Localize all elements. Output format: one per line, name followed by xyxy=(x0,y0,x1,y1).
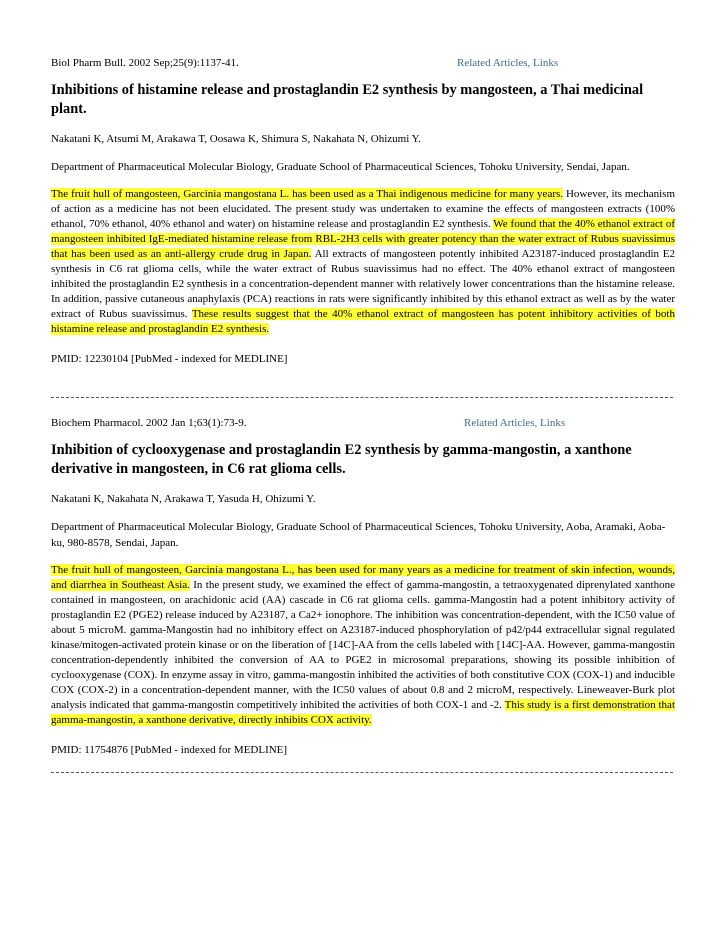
article-2 xyxy=(51,415,675,758)
abstract xyxy=(51,563,675,728)
article-title: Inhibition of cyclooxygenase and prostaglandin E2 synthesis by gamma-mangostin, a xanthone derivative in mangosteen, in C6 rat glioma cells. xyxy=(51,442,632,477)
related-articles-link[interactable]: Related Articles, Links xyxy=(457,57,559,69)
abstract xyxy=(51,187,675,337)
abstract-segment: The fruit hull of mangosteen, Garcinia mangostana L. has been used as a Thai indigenous medicine for many years. xyxy=(51,188,564,200)
related-articles-link[interactable]: Related Articles, Links xyxy=(464,417,566,429)
affiliation: Department of Pharmaceutical Molecular Biology, Graduate School of Pharmaceutical Sciences, Tohoku University, Aoba, Aramaki, Aoba-ku, 980-8578, Sendai, Japan. xyxy=(51,521,666,549)
author-list: Nakatani K, Atsumi M, Arakawa T, Oosawa K, Shimura S, Nakahata N, Ohizumi Y. xyxy=(51,133,421,145)
abstract-segment: These results suggest that the 40% ethanol extract of mangosteen has potent inhibitory activities of both histamine release and prostaglandin E2 synthesis. xyxy=(51,308,675,335)
citation-row xyxy=(51,415,675,431)
author-list: Nakatani K, Nakahata N, Arakawa T, Yasuda H, Ohizumi Y. xyxy=(51,493,316,505)
abstract-segment: All extracts of mangosteen potently inhibited A23187-induced prostaglandin E2 synthesis in C6 rat glioma cells, while the water extract of Rubus suavissimus had no effect. The 40% ethanol extract of mangosteen inhibited the prostaglandin E2 synthesis in a concentration-dependent manner with relatively lower concentrations than the histamine release. In addition, passive cutaneous anaphylaxis (PCA) reactions in rats were significantly inhibited by this ethanol extract as well as by the water extract of Rubus suavissimus. xyxy=(51,248,675,320)
pmid-line: PMID: 11754876 [PubMed - indexed for MEDLINE] xyxy=(51,744,288,756)
abstract-segment: However, its mechanism of action as a medicine has not been elucidated. The present study was undertaken to examine the effects of mangosteen extracts (100% ethanol, 70% ethanol, 40% ethanol and water) on histamine release and prostaglandin E2 synthesis. xyxy=(51,188,676,230)
journal-citation: Biochem Pharmacol. 2002 Jan 1;63(1):73-9. xyxy=(51,417,247,429)
article-1 xyxy=(51,55,675,367)
article-title: Inhibitions of histamine release and prostaglandin E2 synthesis by mangosteen, a Thai medicinal plant. xyxy=(51,82,644,117)
abstract-segment: In the present study, we examined the effect of gamma-mangostin, a tetraoxygenated diprenylated xanthone contained in mangosteen, on arachidonic acid (AA) cascade in C6 rat glioma cells. gamma-Mangostin had a potent inhibitory activity of prostaglandin E2 (PGE2) release induced by A23187, a Ca2+ ionophore. The inhibition was concentration-dependent, with the IC50 value of about 5 microM. gamma-Mangostin had no inhibitory effect on A23187-induced phosphorylation of p42/p44 extracellular signal regulated kinase/mitogen-activated protein kinase or on the liberation of [14C]-AA from the cells labeled with [14C]-AA. However, gamma-mangostin concentration-dependently inhibited the conversion of AA to PGE2 in microsomal preparations, showing its possible inhibition of cyclooxygenase (COX). In enzyme assay in vitro, gamma-mangostin inhibited the activities of both constitutive COX (COX-1) and inducible COX (COX-2) in a concentration-dependent manner, with the IC50 values of about 0.8 and 2 microM, respectively. Lineweaver-Burk plot analysis indicated that gamma-mangostin competitively inhibited the activities of both COX-1 and -2. xyxy=(51,579,675,711)
dashed-separator xyxy=(51,397,673,398)
abstract-segment: This study is a first demonstration that gamma-mangostin, a xanthone derivative, directly inhibits COX activity. xyxy=(51,699,675,726)
pmid-line: PMID: 12230104 [PubMed - indexed for MEDLINE] xyxy=(51,353,288,365)
dashed-separator xyxy=(51,772,673,773)
abstract-segment: We found that the 40% ethanol extract of mangosteen inhibited IgE-mediated histamine release from RBL-2H3 cells with greater potency than the water extract of Rubus suavissimus that has been used as an anti-allergy crude drug in Japan. xyxy=(51,218,675,260)
abstract-segment: The fruit hull of mangosteen, Garcinia mangostana L., has been used for many years as a medicine for treatment of skin infection, wounds, and diarrhea in Southeast Asia. xyxy=(51,564,675,591)
journal-citation: Biol Pharm Bull. 2002 Sep;25(9):1137-41. xyxy=(51,57,239,69)
citation-row xyxy=(51,55,675,71)
affiliation: Department of Pharmaceutical Molecular Biology, Graduate School of Pharmaceutical Sciences, Tohoku University, Sendai, Japan. xyxy=(51,161,630,173)
